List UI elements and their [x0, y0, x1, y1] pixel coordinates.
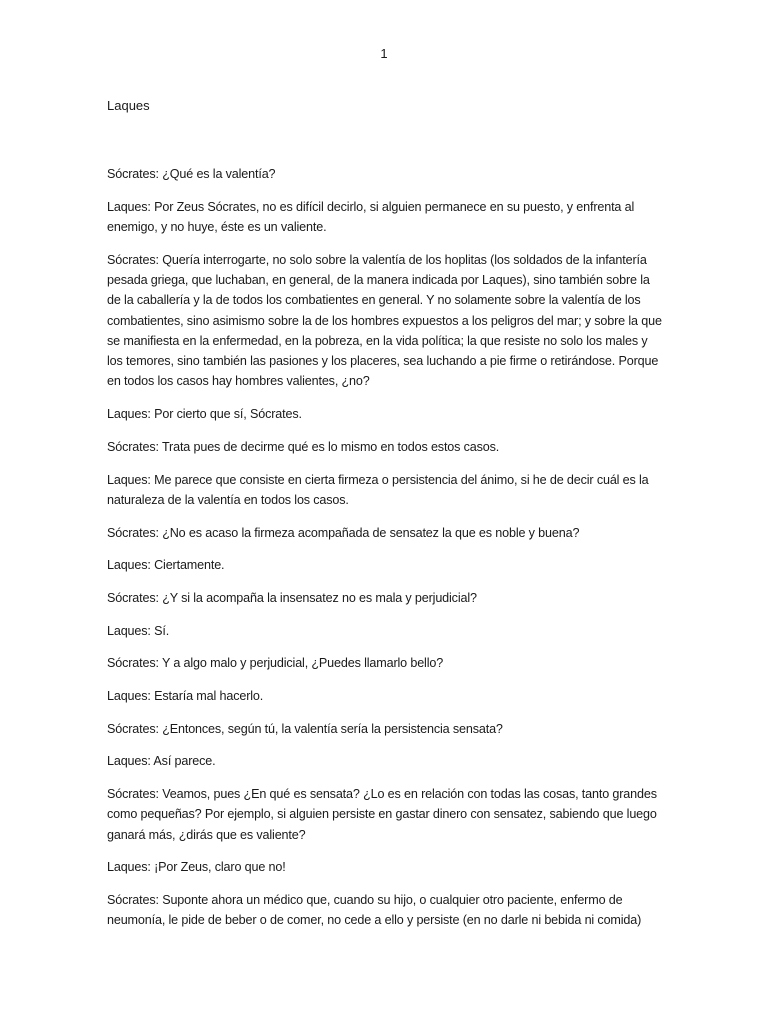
paragraph-5: Sócrates: Trata pues de decirme qué es lo mismo en todos estos casos. [107, 439, 500, 454]
paragraph-12: Laques: Estaría mal hacerlo. [107, 688, 264, 703]
paragraph-1: Sócrates: ¿Qué es la valentía? [107, 167, 276, 181]
paragraph-6: Laques: Me parece que consiste en cierta firmeza o persistencia del ánimo, si he de decir cuál es la naturaleza de la valentía en todos los casos. [107, 472, 649, 507]
dialogue-body [107, 164, 663, 943]
paragraph-2: Laques: Por Zeus Sócrates, no es difícil decirlo, si alguien permanece en su puesto, y enfrenta al enemigo, y no huye, éste es un valiente. [107, 199, 635, 234]
paragraph-14: Laques: Así parece. [107, 754, 216, 769]
paragraph-10: Laques: Sí. [107, 623, 170, 638]
paragraph-9: Sócrates: ¿Y si la acompaña la insensatez no es mala y perjudicial? [107, 590, 477, 605]
paragraph-3: Sócrates: Quería interrogarte, no solo sobre la valentía de los hoplitas (los soldados de la infantería pesada griega, que luchaban, en general, de la manera indicada por Laques), sino también sobre la de la caballería y la de todos los combatientes en general. Y no solamente sobre la valentía de los combatientes, sino asimismo sobre la de los hombres expuestos a los peligros del mar; y sobre la que se manifiesta en la enfermedad, en la pobreza, en la vida política; la que resiste no solo los males y los temores, sino también las pasiones y los placeres, sea luchando a pie firme o retirándose. Porque en todos los casos hay hombres valientes, ¿no? [107, 252, 662, 389]
paragraph-13: Sócrates: ¿Entonces, según tú, la valentía sería la persistencia sensata? [107, 721, 503, 736]
paragraph-8: Laques: Ciertamente. [107, 558, 225, 573]
paragraph-4: Laques: Por cierto que sí, Sócrates. [107, 407, 302, 422]
paragraph-11: Sócrates: Y a algo malo y perjudicial, ¿Puedes llamarlo bello? [107, 656, 444, 671]
paragraph-15: Sócrates: Veamos, pues ¿En qué es sensata? ¿Lo es en relación con todas las cosas, tanto grandes como pequeñas? Por ejemplo, si alguien persiste en gastar dinero con sensatez, sabiendo que luego ganará más, ¿dirás que es valiente? [107, 787, 657, 842]
page-number: 1 [380, 46, 388, 61]
paragraph-7: Sócrates: ¿No es acaso la firmeza acompañada de sensatez la que es noble y buena? [107, 525, 580, 540]
document-title: Laques [107, 98, 150, 113]
paragraph-16: Laques: ¡Por Zeus, claro que no! [107, 860, 286, 875]
paragraph-17: Sócrates: Suponte ahora un médico que, cuando su hijo, o cualquier otro paciente, enfermo de neumonía, le pide de beber o de comer, no cede a ello y persiste (en no darle ni bebida ni comida) [107, 892, 642, 928]
